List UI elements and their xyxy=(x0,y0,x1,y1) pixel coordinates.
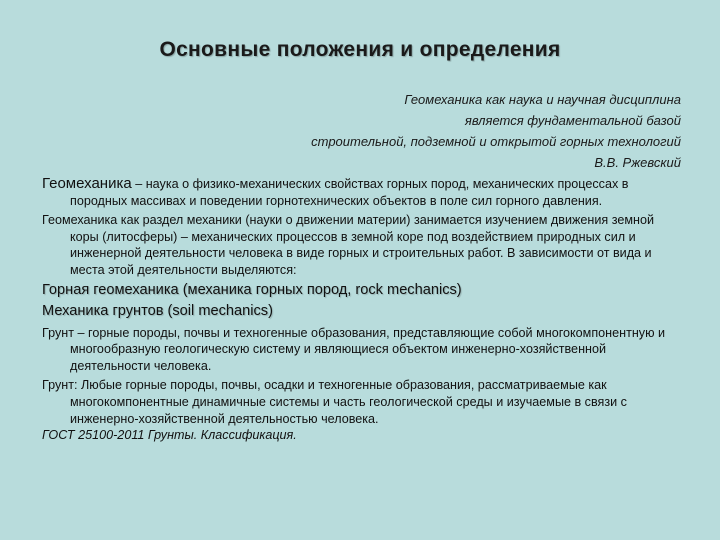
epigraph-quote xyxy=(311,89,681,173)
soil-mechanics-heading: Механика грунтов (soil mechanics) xyxy=(42,302,273,319)
rock-mechanics-heading: Горная геомеханика (механика горных пород, rock mechanics) xyxy=(42,281,462,298)
epigraph-author: В.В. Ржевский xyxy=(594,155,681,170)
term-geomechanics: Геомеханика xyxy=(42,175,132,192)
definition-text: – наука о физико-механических свойствах горных пород, механических процессах в породных массивах и поведении горнотехнических объектов в поле сил горного давления. xyxy=(70,177,629,208)
epigraph-line: Геомеханика как наука и научная дисциплина xyxy=(404,92,681,107)
epigraph-line: является фундаментальной базой xyxy=(464,113,681,128)
geomechanics-as-mechanics-section: Геомеханика как раздел механики (науки о движении материи) занимается изучением движения земной коры (литосферы) – механических процессов в земной коре под воздействием природных сил и инженерной деятельности человека в виде горных и строительных работ. В зависимости от вида и места этой деятельности выделяются: xyxy=(42,213,655,277)
definition-soil: Грунт – горные породы, почвы и техногенные образования, представляющие собой многокомпонентную и многообразную геологическую систему и являющиеся объектом инженерно-хозяйственной деятельности человека. xyxy=(42,325,666,373)
definition-soil-gost: Грунт: Любые горные породы, почвы, осадки и техногенные образования, рассматриваемые как многокомпонентные динамичные системы и часть геологической среды и изучаемые в связи с инженерно-хозяйственной деятельностью человека. xyxy=(42,378,627,426)
epigraph-line: строительной, подземной и открытой горных технологий xyxy=(311,134,681,149)
gost-reference: ГОСТ 25100-2011 Грунты. Классификация. xyxy=(42,428,297,443)
slide-title: Основные положения и определения xyxy=(159,38,561,61)
definition-geomechanics xyxy=(42,176,682,209)
slide-body xyxy=(42,176,682,444)
